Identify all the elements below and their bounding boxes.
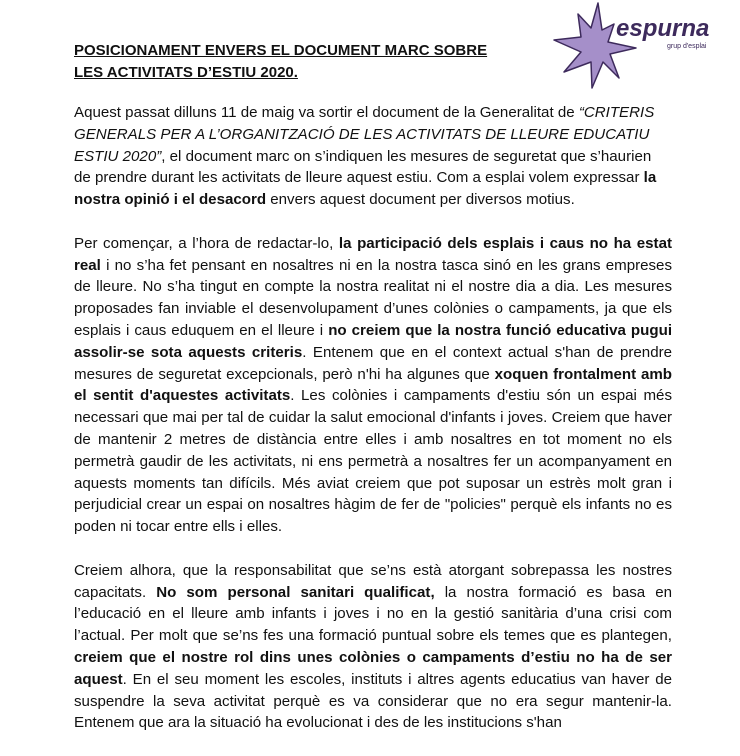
- p1-text-b: , el document marc on s’indiquen les mesures de seguretat que s’haurien de prendre durant les activitats de lleure aquest estiu. Com a esplai volem expressar: [74, 147, 652, 187]
- p2-text-b: i no s’ha fet pensant en nosaltres ni en la nostra tasca sinó en les grans empreses de lleure. No s’ha tingut en compte la nostra realitat ni el nostre dia a dia. Les mesures proposades fan inviable el desenvolupament d’unes colònies o campaments, ja que els esplais i caus eduquem en el lleure i: [74, 256, 672, 339]
- p1-bold-1: la nostra opinió i el desacord: [74, 169, 657, 209]
- document-body: [74, 102, 672, 756]
- p2-bold-1: la participació dels esplais i caus no ha estat real: [74, 234, 672, 274]
- p2-text-a: Per començar, a l’hora de redactar-lo,: [74, 234, 339, 252]
- p1-text-a: Aquest passat dilluns 11 de maig va sortir el document de la Generalitat de: [74, 104, 579, 121]
- paragraph-1: [74, 102, 672, 211]
- p3-text-c: . En el seu moment les escoles, instituts i altres agents educatius van haver de suspendre la seva activitat perquè es va considerar que no era segur mantenir-la. Entenem que ara la situació ha evolucionat i des de les institucions s'han: [74, 670, 672, 732]
- espurna-logo: [548, 2, 718, 90]
- p3-text-b: la nostra formació es basa en l’educació en el lleure amb infants i joves i no en la gestió sanitària d’una crisi com l’actual. Per molt que se’ns fes una formació puntual sobre els temes que es plantegen,: [74, 583, 672, 645]
- p3-bold-2: creiem que el nostre rol dins unes colònies o campaments d’estiu no ha de ser aquest: [74, 648, 672, 688]
- p3-text-a: Creiem alhora, que la responsabilitat que se’ns està atorgant sobrepassa les nostres capacitats.: [74, 561, 672, 601]
- p1-document-title: “CRITERIS GENERALS PER A L’ORGANITZACIÓ DE LES ACTIVITATS DE LLEURE EDUCATIU ESTIU 2020”: [74, 104, 655, 165]
- p2-bold-3: xoquen frontalment amb el sentit d'aquestes activitats: [74, 365, 673, 405]
- p2-bold-2: no creiem que la nostra funció educativa pugui assolir-se sota aquests criteris: [74, 321, 673, 361]
- document-title: [74, 40, 534, 84]
- paragraph-2: [74, 233, 672, 538]
- paragraph-3: [74, 560, 672, 734]
- p2-text-c: . Entenem que en el context actual s'han de prendre mesures de seguretat excepcionals, però n'hi ha algunes que: [74, 343, 673, 383]
- p3-bold-1: No som personal sanitari qualificat,: [156, 583, 435, 601]
- title-line-1: POSICIONAMENT ENVERS EL DOCUMENT MARC SOBRE: [74, 42, 488, 59]
- logo-brand-text: espurna: [616, 15, 710, 42]
- star-spark-icon: [548, 2, 718, 90]
- title-line-2: LES ACTIVITATS D’ESTIU 2020.: [74, 64, 298, 81]
- p2-text-d: . Les colònies i campaments d'estiu són un espai més necessari que mai per tal de cuidar la salut emocional d'infants i joves. Creiem que haver de mantenir 2 metres de distància entre elles i amb nosaltres en tot moment no els permetrà gaudir de les activitats, ni ens permetrà a nosaltres fer un acompanyament en aquests moments tan difícils. Més aviat creiem que pot suposar un estrès molt gran i perjudicial crear un espai on nosaltres hàgim de fer de "policies" perquè els infants no es poden ni tocar entre ells i elles.: [74, 387, 673, 536]
- logo-tagline-text: grup d'esplai: [667, 43, 707, 50]
- p1-text-c: envers aquest document per diversos motius.: [266, 191, 575, 209]
